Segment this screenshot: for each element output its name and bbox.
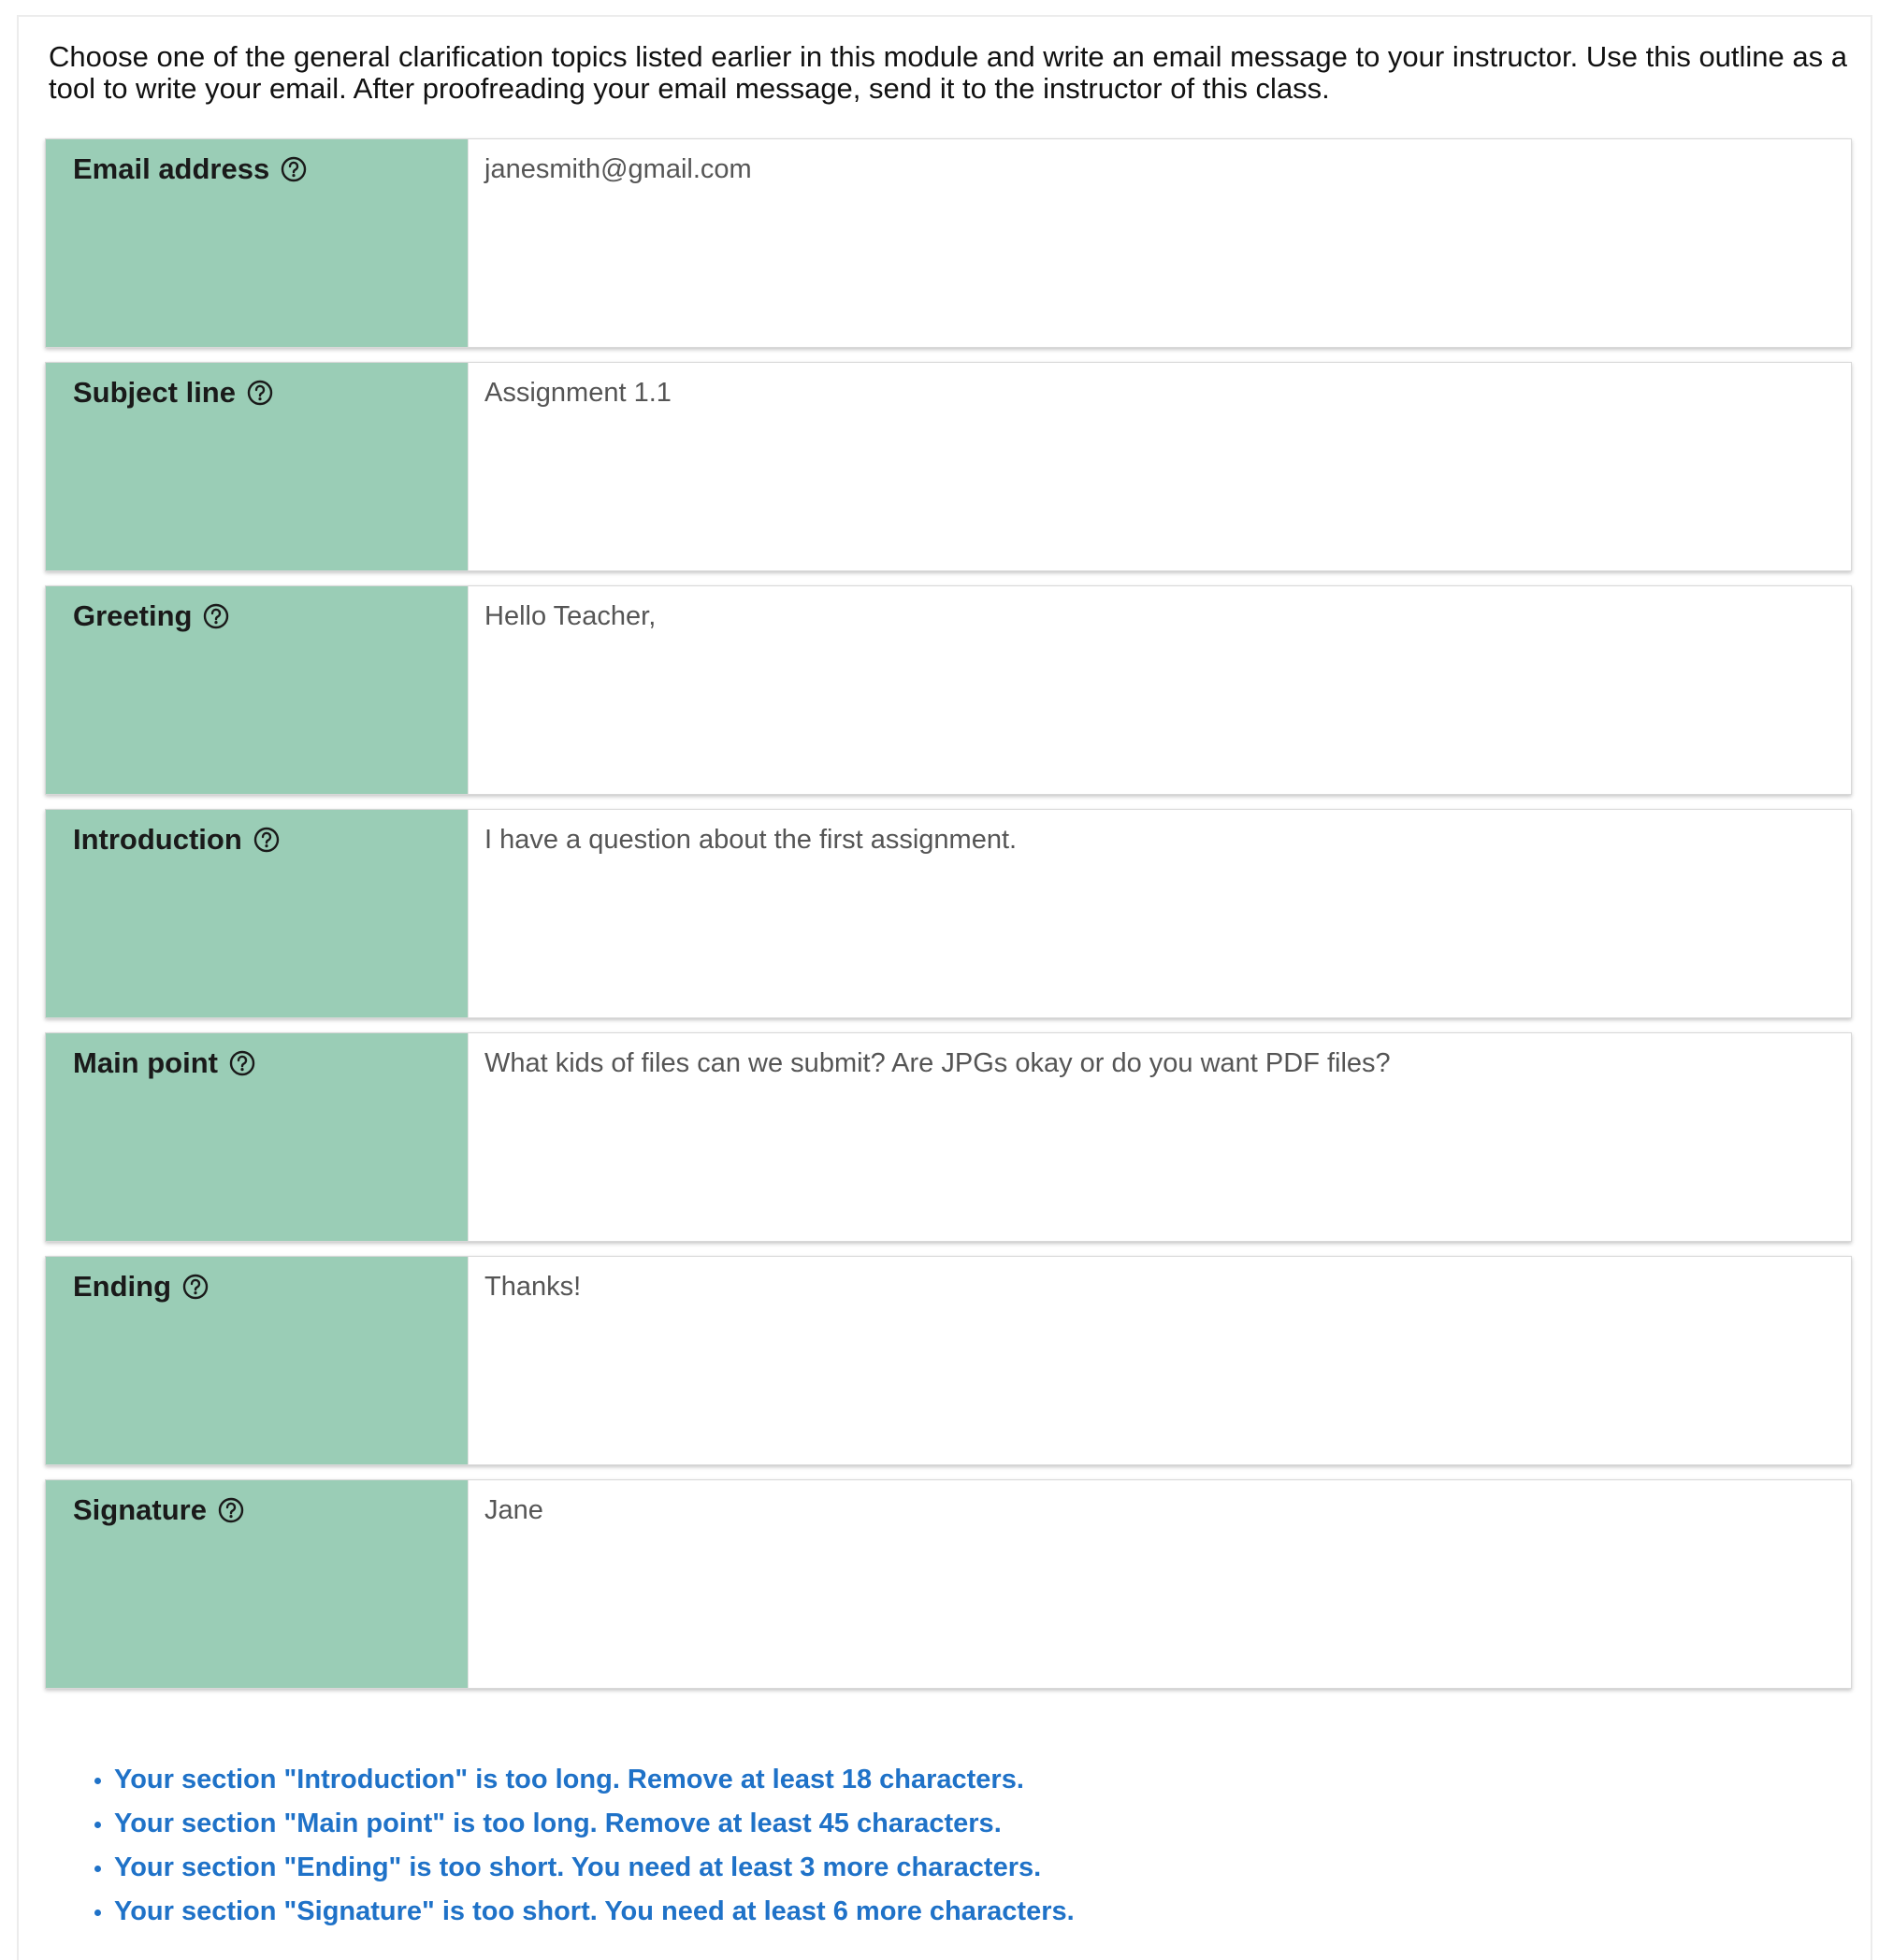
field-label-text: Ending (73, 1270, 172, 1303)
feedback-item: • Your section "Signature" is too short. You need at least 6 more characters. (114, 1890, 1075, 1934)
help-circle-icon[interactable] (247, 380, 273, 406)
field-label-text: Email address (73, 152, 270, 185)
field-main-point (45, 1032, 1852, 1242)
validation-feedback-list (77, 1758, 1075, 1934)
field-signature (45, 1479, 1852, 1689)
field-label-text: Greeting (73, 599, 193, 632)
field-label (46, 1480, 468, 1688)
feedback-item: • Your section "Introduction" is too long. Remove at least 18 characters. (114, 1758, 1075, 1802)
help-circle-icon[interactable] (218, 1497, 244, 1523)
field-label (46, 810, 468, 1017)
field-label (46, 139, 468, 347)
field-label (46, 586, 468, 794)
field-label-text: Subject line (73, 376, 236, 409)
ending-input[interactable] (468, 1257, 1851, 1464)
field-greeting (45, 585, 1852, 795)
field-introduction (45, 809, 1852, 1018)
feedback-item: • Your section "Main point" is too long. Remove at least 45 characters. (114, 1802, 1075, 1846)
email-address-input[interactable] (468, 139, 1851, 347)
field-label (46, 1257, 468, 1464)
feedback-item: • Your section "Ending" is too short. You need at least 3 more characters. (114, 1846, 1075, 1890)
main-point-input[interactable] (468, 1033, 1851, 1241)
field-label-text: Introduction (73, 823, 242, 856)
instructions-text: Choose one of the general clarification topics listed earlier in this module and write an email message to your instructor. Use this outline as a tool to write your email. After proofreading your email message, send it to the instructor of this class. (49, 40, 1847, 105)
subject-line-input[interactable] (468, 363, 1851, 570)
email-outline-form (45, 138, 1852, 1703)
help-circle-icon[interactable] (229, 1050, 255, 1076)
help-circle-icon[interactable] (281, 156, 307, 182)
greeting-input[interactable] (468, 586, 1851, 794)
field-ending (45, 1256, 1852, 1465)
field-label-text: Signature (73, 1493, 207, 1526)
field-subject-line (45, 362, 1852, 571)
field-label-text: Main point (73, 1046, 218, 1079)
field-label (46, 363, 468, 570)
introduction-input[interactable] (468, 810, 1851, 1017)
help-circle-icon[interactable] (203, 603, 229, 629)
help-circle-icon[interactable] (253, 827, 280, 853)
field-label (46, 1033, 468, 1241)
signature-input[interactable] (468, 1480, 1851, 1688)
field-email-address (45, 138, 1852, 348)
help-circle-icon[interactable] (182, 1274, 209, 1300)
